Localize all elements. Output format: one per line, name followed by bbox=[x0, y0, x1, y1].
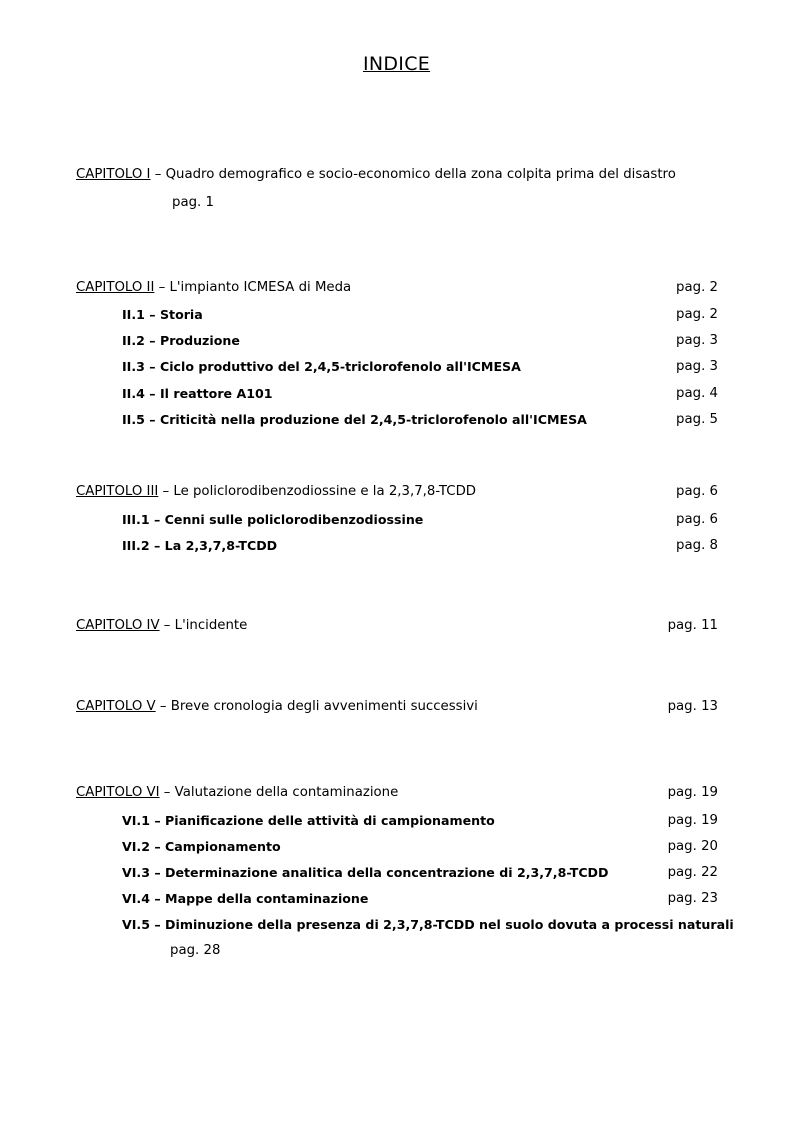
section-title: III.1 – Cenni sulle policlorodibenzodiossine bbox=[122, 512, 424, 527]
toc-chapter-2[interactable] bbox=[76, 278, 718, 298]
toc-section-page: pag. 28 bbox=[170, 943, 221, 958]
toc-section[interactable] bbox=[122, 357, 718, 377]
toc-section[interactable]: VI.5 – Diminuzione della presenza di 2,3,7,8-TCDD nel suolo dovuta a processi naturali bbox=[122, 917, 734, 932]
toc-section[interactable] bbox=[122, 331, 718, 351]
toc-chapter-5[interactable] bbox=[76, 697, 718, 717]
toc-section[interactable] bbox=[122, 863, 718, 883]
section-title: VI.2 – Campionamento bbox=[122, 839, 281, 854]
section-title: II.2 – Produzione bbox=[122, 333, 240, 348]
section-title: II.4 – Il reattore A101 bbox=[122, 386, 273, 401]
toc-section[interactable] bbox=[122, 384, 718, 404]
section-title: II.1 – Storia bbox=[122, 307, 203, 322]
chapter-title: – Breve cronologia degli avvenimenti successivi bbox=[155, 699, 478, 714]
chapter-label: CAPITOLO VI bbox=[76, 785, 160, 800]
chapter-title: – Quadro demografico e socio-economico della zona colpita prima del disastro bbox=[150, 167, 676, 182]
page-number: pag. 22 bbox=[667, 865, 718, 880]
toc-section[interactable] bbox=[122, 410, 718, 430]
chapter-label: CAPITOLO IV bbox=[76, 618, 160, 633]
toc-chapter-3[interactable] bbox=[76, 482, 718, 502]
page-number: pag. 2 bbox=[676, 280, 718, 295]
toc-section[interactable] bbox=[122, 889, 718, 909]
toc-section[interactable] bbox=[122, 536, 718, 556]
section-title: II.5 – Criticità nella produzione del 2,4,5-triclorofenolo all'ICMESA bbox=[122, 412, 587, 427]
toc-section[interactable] bbox=[122, 811, 718, 831]
page-number: pag. 8 bbox=[676, 538, 718, 553]
toc-section[interactable] bbox=[122, 510, 718, 530]
page-number: pag. 11 bbox=[667, 618, 718, 633]
page-number: pag. 5 bbox=[676, 412, 718, 427]
toc-chapter-4[interactable] bbox=[76, 616, 718, 636]
section-title: VI.3 – Determinazione analitica della concentrazione di 2,3,7,8-TCDD bbox=[122, 865, 609, 880]
chapter-label: CAPITOLO III bbox=[76, 484, 159, 499]
chapter-title: – Le policlorodibenzodiossine e la 2,3,7,8-TCDD bbox=[158, 484, 477, 499]
section-title: III.2 – La 2,3,7,8-TCDD bbox=[122, 538, 278, 553]
section-title: VI.1 – Pianificazione delle attività di campionamento bbox=[122, 813, 495, 828]
section-title: II.3 – Ciclo produttivo del 2,4,5-triclorofenolo all'ICMESA bbox=[122, 359, 521, 374]
toc-chapter-1[interactable] bbox=[76, 165, 718, 185]
chapter-title: – L'impianto ICMESA di Meda bbox=[154, 280, 352, 295]
chapter-title: – L'incidente bbox=[159, 618, 248, 633]
page-title: INDICE bbox=[362, 53, 431, 75]
section-title: VI.4 – Mappe della contaminazione bbox=[122, 891, 369, 906]
page-number: pag. 6 bbox=[676, 484, 718, 499]
page-number: pag. 19 bbox=[667, 785, 718, 800]
page-number: pag. 13 bbox=[667, 699, 718, 714]
page-number: pag. 2 bbox=[676, 307, 718, 322]
chapter-label: CAPITOLO I bbox=[76, 167, 151, 182]
toc-chapter-1-page: pag. 1 bbox=[172, 195, 214, 210]
page-number: pag. 19 bbox=[667, 813, 718, 828]
toc-section[interactable] bbox=[122, 837, 718, 857]
toc-chapter-6[interactable] bbox=[76, 783, 718, 803]
page-number: pag. 3 bbox=[676, 333, 718, 348]
page-number: pag. 20 bbox=[667, 839, 718, 854]
chapter-label: CAPITOLO II bbox=[76, 280, 155, 295]
page-number: pag. 23 bbox=[667, 891, 718, 906]
page-number: pag. 3 bbox=[676, 359, 718, 374]
page-number: pag. 6 bbox=[676, 512, 718, 527]
chapter-title: – Valutazione della contaminazione bbox=[159, 785, 399, 800]
page-number: pag. 4 bbox=[676, 386, 718, 401]
toc-section[interactable] bbox=[122, 305, 718, 325]
chapter-label: CAPITOLO V bbox=[76, 699, 156, 714]
